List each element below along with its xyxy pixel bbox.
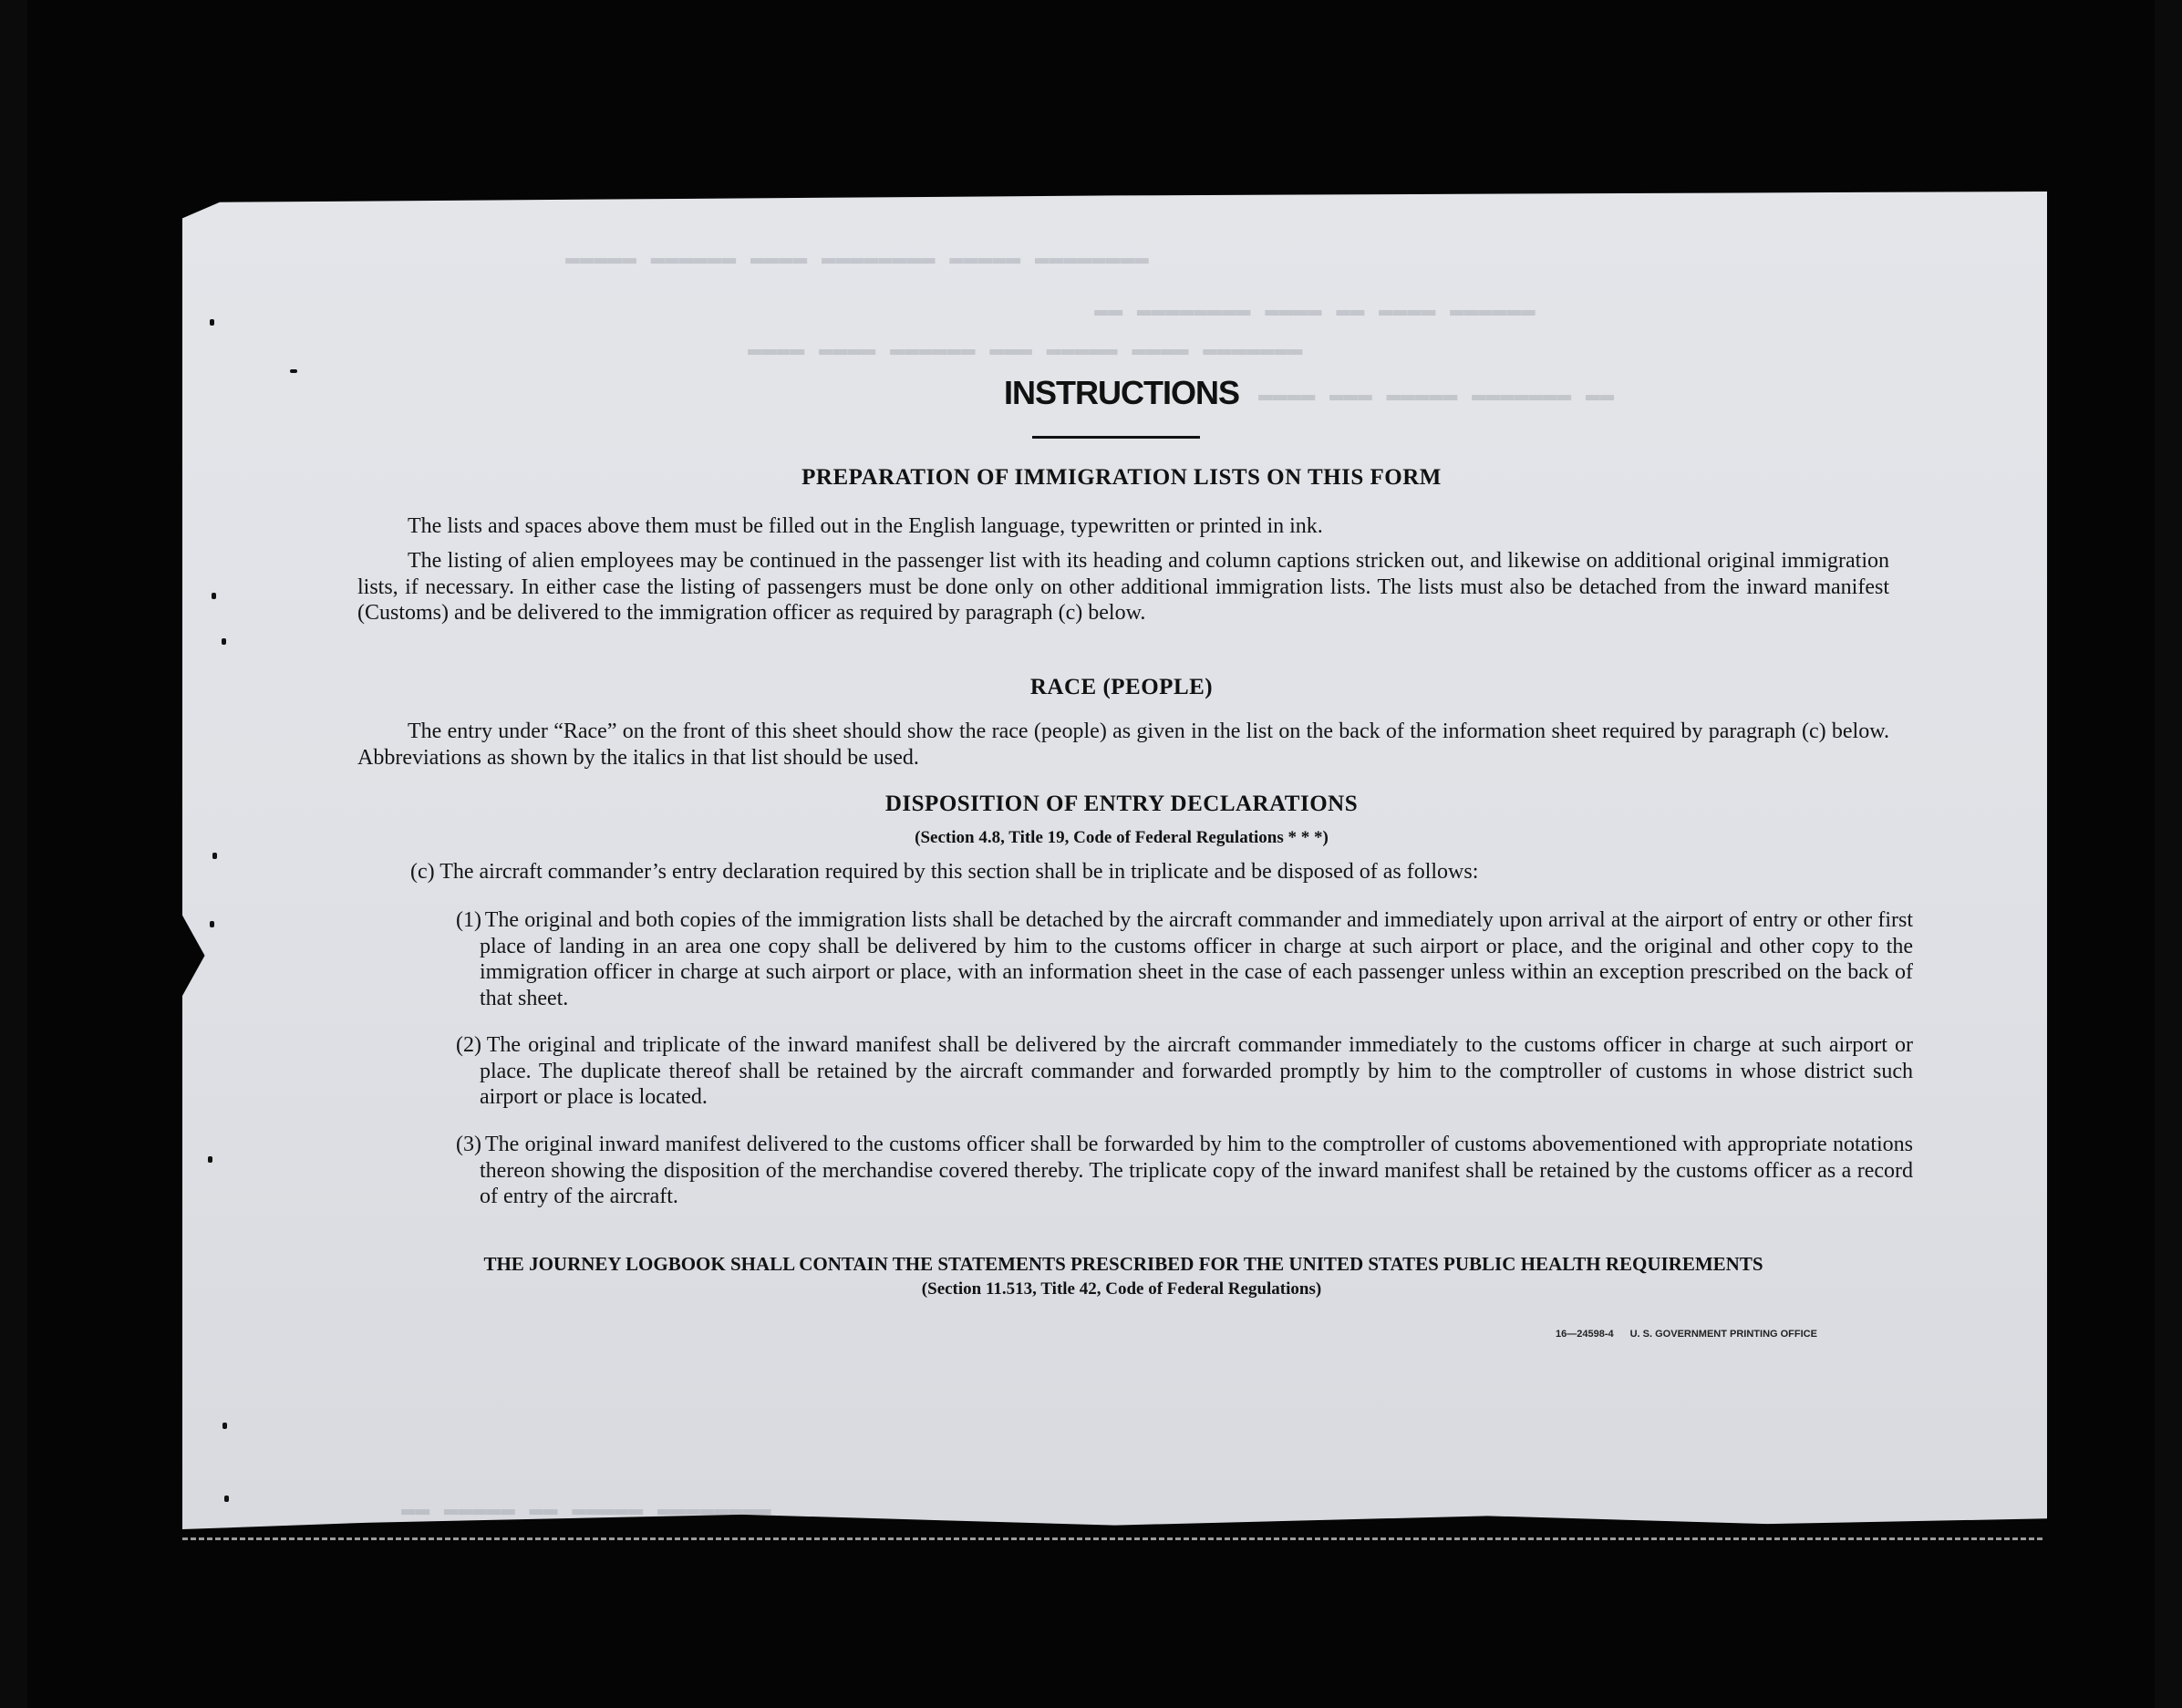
list-item-number: (1) xyxy=(456,908,481,932)
perforation-line xyxy=(182,1537,2042,1540)
list-item-number: (2) xyxy=(456,1033,481,1057)
list-item-text: The original inward manifest delivered to the customs officer shall be forwarded by him to the comptroller of customs abovementioned with appropriate notations thereon showing the disposition of the merchandise covered thereby. The triplicate copy of the inward manifest shall be retained by the customs officer as a record of entry of the aircraft. xyxy=(480,1133,1913,1208)
list-item-text: The original and triplicate of the inward manifest shall be delivered by the aircraft commander immediately to the customs officer in charge at such airport or place. The duplicate thereof shall be retained by the aircraft commander and forwarded promptly by him to the comptroller of customs in whose district such airport or place is located. xyxy=(480,1033,1913,1109)
section-heading-preparation: PREPARATION OF IMMIGRATION LISTS ON THIS FORM xyxy=(801,465,1442,490)
logbook-heading: THE JOURNEY LOGBOOK SHALL CONTAIN THE STATEMENTS PRESCRIBED FOR THE UNITED STATES PUBLIC HEALTH REQUIREMENTS xyxy=(483,1253,1763,1275)
paragraph-preparation-1: The lists and spaces above them must be filled out in the English language, typewritten or printed in ink. xyxy=(408,514,1323,538)
scanner-border-left xyxy=(0,0,27,1708)
paragraph-disposition-intro: (c) The aircraft commander’s entry declaration required by this section shall be in triplicate and be disposed of as follows: xyxy=(410,860,1479,884)
section-subheading-disposition: (Section 4.8, Title 19, Code of Federal Regulations * * *) xyxy=(915,828,1329,847)
scanner-border-right xyxy=(2155,0,2182,1708)
paragraph-race: The entry under “Race” on the front of this sheet should show the race (people) as given in the list on the back of the information sheet required by paragraph (c) below. Abbreviations as shown by the italics in that list should be used. xyxy=(357,719,1889,770)
bleed-through-line: ▬▬▬▬▬▬ ▬▬▬▬ ▬▬ ▬▬▬▬ ▬▬▬▬▬▬▬▬ ▬▬ xyxy=(1094,296,1536,324)
printer-name: U. S. GOVERNMENT PRINTING OFFICE xyxy=(1629,1329,1817,1340)
list-item xyxy=(456,1032,1913,1111)
list-item-text: The original and both copies of the immigration lists shall be detached by the aircraft commander and immediately upon arrival at the airport of entry or other first place of landing in an area one copy shall be delivered by him to the customs officer in charge at such airport or place, and the original and other copy to the immigration officer in charge at such airport or place, with an information sheet in the case of each passenger unless within an exception prescribed on the back of that sheet. xyxy=(480,908,1913,1010)
list-item xyxy=(456,1132,1913,1210)
edge-speck xyxy=(290,369,297,373)
bleed-through-line: ▬▬▬▬▬▬▬▬ ▬▬▬▬▬ ▬▬▬▬▬▬▬▬ ▬▬▬▬ ▬▬▬▬▬▬ ▬▬▬▬▬ xyxy=(565,244,1149,272)
edge-speck xyxy=(222,1423,227,1429)
bleed-through-line: ▬▬▬▬▬▬▬▬ ▬▬▬▬▬ ▬▬ ▬▬▬▬▬ ▬▬ xyxy=(401,1496,771,1523)
paragraph-preparation-2: The listing of alien employees may be continued in the passenger list with its heading and column captions stricken out, and likewise on additional original immigration lists, if necessary. In either case the listing of passengers must be done only on other additional immigration lists. The lists must also be detached from the inward manifest (Customs) and be delivered to the immigration officer as required by paragraph (c) below. xyxy=(357,549,1889,625)
edge-speck xyxy=(222,638,226,645)
logbook-subheading: (Section 11.513, Title 42, Code of Federal Regulations) xyxy=(921,1279,1322,1299)
edge-speck xyxy=(210,921,214,927)
edge-speck xyxy=(210,319,214,326)
list-item-number: (3) xyxy=(456,1133,481,1156)
edge-speck xyxy=(212,853,217,859)
edge-speck xyxy=(212,593,216,599)
section-heading-race: RACE (PEOPLE) xyxy=(1029,675,1214,699)
edge-speck xyxy=(208,1156,212,1163)
bleed-through-line: ▬▬ ▬▬▬▬▬▬▬ ▬▬▬▬▬ ▬▬▬ ▬▬▬▬ xyxy=(1258,381,1615,409)
form-number: 16—24598-4 xyxy=(1556,1329,1614,1340)
page-title: INSTRUCTIONS xyxy=(1004,374,1239,411)
list-item xyxy=(456,907,1913,1011)
bleed-through-line: ▬▬▬▬▬▬▬ ▬▬▬▬ ▬▬▬▬▬ ▬▬▬ ▬▬▬▬▬▬ ▬▬▬▬ ▬▬▬▬ xyxy=(748,336,1303,363)
printer-imprint xyxy=(1556,1329,1834,1340)
section-heading-disposition: DISPOSITION OF ENTRY DECLARATIONS xyxy=(884,792,1359,816)
title-underline xyxy=(1032,436,1200,439)
edge-speck xyxy=(224,1496,229,1502)
